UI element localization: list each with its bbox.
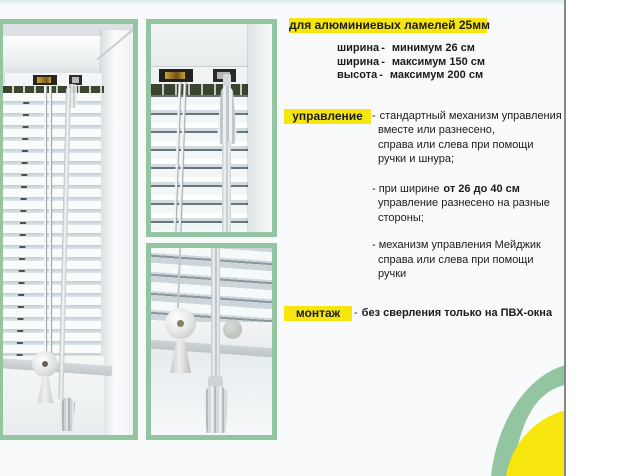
control-cord: [44, 86, 46, 369]
specs-heading-highlight: [289, 18, 490, 33]
control-heading-highlight: [284, 109, 371, 124]
corner-decoration: [486, 357, 566, 476]
blind-top-rail: [3, 86, 104, 93]
window-frame-right: [248, 24, 272, 232]
control-line: управление разнесено на разные: [378, 197, 550, 209]
wand-hook: [223, 74, 231, 88]
specs-heading: для алюминиевых ламелей 25мм: [289, 18, 490, 32]
control-line: ручки и шнура;: [378, 153, 455, 165]
window-frame-top: [3, 36, 106, 73]
control-line: ручки: [378, 268, 407, 280]
montage-line: - без сверления только на ПВХ-окна: [354, 306, 553, 319]
cord-knob: [165, 308, 196, 339]
cord-knob: [32, 351, 58, 377]
spec-row-height-max: высота - максимум 200 см: [337, 69, 484, 81]
control-cord: [49, 86, 51, 369]
control-line: - при ширине от 26 до 40 см: [372, 182, 520, 195]
headrail-mechanism: [33, 75, 57, 85]
control-line: - стандартный механизм управления: [372, 110, 562, 122]
photo-tassels-closeup: [146, 243, 277, 440]
control-line: стороны;: [378, 211, 424, 224]
tilt-wand: [222, 142, 231, 232]
control-line: справа или слева при помощи: [378, 138, 534, 151]
headrail-mechanism: [159, 69, 193, 82]
control-line: вместе или разнесено,: [378, 124, 495, 136]
spec-row-width-max: ширина - максимум 150 см: [337, 55, 486, 68]
montage-heading-highlight: [284, 306, 352, 321]
photo-headrail-closeup: [146, 19, 277, 237]
control-line: справа или слева при помощи: [378, 253, 534, 266]
cord-knob-small: [223, 320, 242, 339]
spec-row-width-min: ширина - минимум 26 см: [337, 42, 475, 54]
cord-tassel: [60, 398, 75, 431]
control-line: - механизм управления Мейджик: [372, 239, 541, 251]
control-heading: управление: [292, 109, 363, 123]
photo-window-blinds-corner: [0, 19, 138, 440]
blind-top-rail: [151, 84, 249, 95]
montage-heading: монтаж: [295, 306, 341, 320]
tilt-wand: [211, 248, 220, 384]
cord-tassel: [203, 386, 229, 433]
